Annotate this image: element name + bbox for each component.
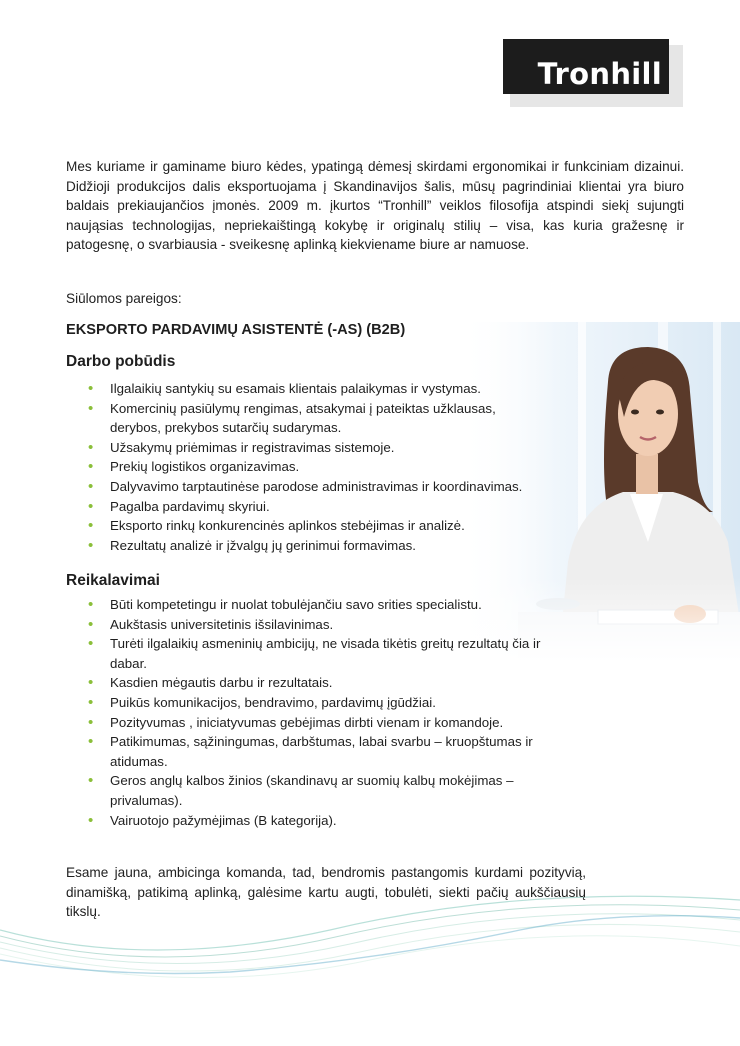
list-item: • Turėti ilgalaikių asmeninių ambicijų, ne visada tikėtis greitų rezultatų čia ir dabar. <box>88 634 563 673</box>
list-item: • Pagalba pardavimų skyriui. <box>88 497 563 517</box>
closing-paragraph: Esame jauna, ambicinga komanda, tad, bendromis pastangomis kurdami pozityvią, dinamišką, patikimą aplinką, galėsime kartu augti, tobulėti, siekti pačių aukščiausių tikslų. <box>66 865 586 920</box>
requirements-heading: Reikalavimai <box>66 572 160 589</box>
list-item: • Būti kompetetingu ir nuolat tobulėjančiu savo srities specialistu. <box>88 595 563 615</box>
list-item: • Puikūs komunikacijos, bendravimo, pardavimų įgūdžiai. <box>88 693 563 713</box>
list-item: • Užsakymų priėmimas ir registravimas sistemoje. <box>88 438 563 458</box>
company-logo <box>503 39 669 94</box>
list-item: • Dalyvavimo tarptautinėse parodose administravimas ir koordinavimas. <box>88 477 563 497</box>
list-item: • Kasdien mėgautis darbu ir rezultatais. <box>88 673 563 693</box>
offer-label: Siūlomos pareigos: <box>66 291 182 306</box>
list-item: • Rezultatų analizė ir įžvalgų jų gerinimui formavimas. <box>88 536 563 556</box>
list-item: • Aukštasis universitetinis išsilavinimas. <box>88 615 563 635</box>
list-item: • Ilgalaikių santykių su esamais klientais palaikymas ir vystymas. <box>88 379 563 399</box>
list-item: • Patikimumas, sąžiningumas, darbštumas, labai svarbu – kruopštumas ir atidumas. <box>88 732 563 771</box>
logo-text: Tronhill <box>537 57 662 91</box>
list-item: • Vairuotojo pažymėjimas (B kategorija). <box>88 811 563 831</box>
duties-list <box>88 379 563 555</box>
list-item: • Prekių logistikos organizavimas. <box>88 457 563 477</box>
list-item: • Geros anglų kalbos žinios (skandinavų ar suomių kalbų mokėjimas – privalumas). <box>88 771 563 810</box>
job-title: EKSPORTO PARDAVIMŲ ASISTENTĖ (-AS) (B2B) <box>66 322 406 338</box>
list-item: • Pozityvumas , iniciatyvumas gebėjimas dirbti vienam ir komandoje. <box>88 713 563 733</box>
intro-paragraph: Mes kuriame ir gaminame biuro kėdes, ypatingą dėmesį skirdami ergonomikai ir funkciniam dizainui. Didžioji produkcijos dalis eksportuojama į Skandinavijos šalis, mūsų pagrindiniai klientai yra biuro baldais prekiaujančios įmonės. 2009 m. įkurtos “Tronhill” veiklos filosofija atspindi siekį sujungti naująsias technologijas, nepriekaištingą kokybę ir originalų stilių – visa, kas kuria gražesnę ir patogesnę, o svarbiausia - sveikesnę aplinką kiekviename biure ar namuose. <box>66 159 684 253</box>
list-item: • Eksporto rinkų konkurencinės aplinkos stebėjimas ir analizė. <box>88 516 563 536</box>
requirements-list <box>88 595 563 830</box>
list-item: • Komercinių pasiūlymų rengimas, atsakymai į pateiktas užklausas, derybos, prekybos sutarčių sudarymas. <box>88 399 530 438</box>
duties-heading: Darbo pobūdis <box>66 353 176 370</box>
